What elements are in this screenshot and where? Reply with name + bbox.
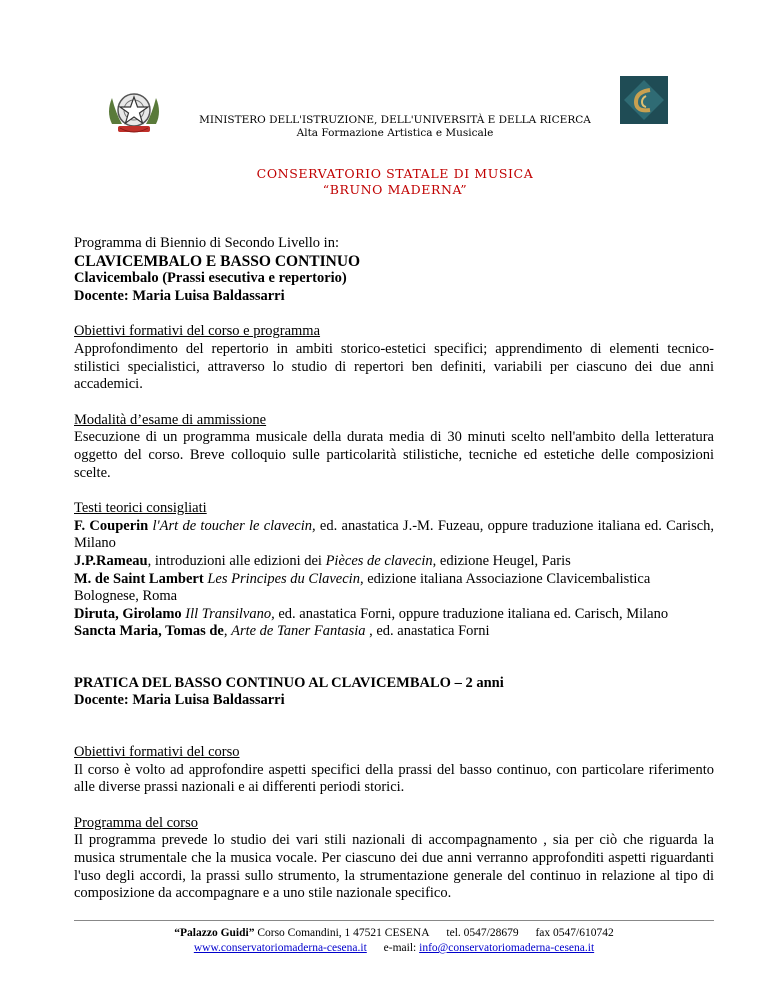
book-prefix: , introduzioni alle edizioni dei (147, 552, 326, 569)
book-details: , edizione Heugel, Paris (432, 552, 571, 569)
book-title: Les Principes du Clavecin (207, 570, 360, 587)
section-heading-objectives: Obiettivi formativi del corso e programma (74, 323, 321, 340)
conservatorio-name: CONSERVATORIO STATALE DI MUSICA (256, 166, 534, 181)
program-title: CLAVICEMBALO E BASSO CONTINUO (74, 252, 361, 270)
email-label: e-mail: (383, 942, 417, 954)
footer (74, 926, 714, 956)
book-item (74, 518, 714, 553)
footer-tel: tel. 0547/28679 (446, 927, 519, 939)
book-author: Sancta Maria, Tomas de (74, 623, 224, 640)
book-author: Diruta, Girolamo (74, 605, 182, 622)
book-title: Pièces de clavecin (325, 552, 433, 569)
section-heading-admission: Modalità d’esame di ammissione (74, 411, 267, 428)
program-intro: Programma di Biennio di Secondo Livello in: (74, 235, 339, 251)
book-author: J.P.Rameau (74, 552, 148, 569)
website-link[interactable]: www.conservatoriomaderna-cesena.it (193, 942, 367, 954)
ministry-header (160, 114, 630, 140)
section-heading-course-objectives: Obiettivi formativi del corso (74, 744, 240, 761)
book-title: Ill Transilvano, (185, 605, 275, 622)
footer-divider (74, 920, 714, 921)
book-item (74, 623, 714, 641)
section-text-objectives: Approfondimento del repertorio in ambiti storico-estetici specifici; apprendimento di elementi tecnico-stilistici specialistici, attraverso lo studio di repertori ben definiti, variabili per ciascuno dei due anni accademici. (74, 340, 714, 393)
program-subtitle: Clavicembalo (Prassi esecutiva e repertorio) (74, 270, 347, 287)
book-author: M. de Saint Lambert (74, 570, 204, 587)
footer-address-line (74, 926, 714, 941)
ministry-name: MINISTERO DELL'ISTRUZIONE, DELL'UNIVERSITÀ E DELLA RICERCA (199, 114, 591, 126)
email-link[interactable]: info@conservatoriomaderna-cesena.it (419, 942, 595, 954)
conservatorio-title (160, 166, 630, 198)
book-item (74, 553, 714, 571)
book-title: l'Art de toucher le clavecin, (152, 517, 316, 534)
section-heading-texts: Testi teorici consigliati (74, 500, 207, 517)
program-teacher: Docente: Maria Luisa Baldassarri (74, 287, 285, 304)
book-details: ed. anastatica J.-M. Fuzeau, oppure traduzione italiana ed. Carisch, Milano (74, 517, 715, 552)
book-prefix: , (223, 623, 232, 640)
section-text-course-objectives: Il corso è volto ad approfondire aspetti specifici della prassi del basso continuo, con particolare riferimento alle diverse prassi nazionali e ai differenti periodi storici. (74, 761, 714, 796)
book-author: F. Couperin (74, 517, 149, 534)
course2-teacher: Docente: Maria Luisa Baldassarri (74, 692, 285, 709)
document-content (74, 235, 714, 903)
book-item (74, 606, 714, 624)
footer-place: “Palazzo Guidi” (174, 927, 255, 939)
section-heading-course-program: Programma del corso (74, 814, 199, 831)
footer-fax: fax 0547/610742 (535, 927, 614, 939)
book-item (74, 571, 714, 606)
footer-contact-line (74, 941, 714, 956)
course2-title: PRATICA DEL BASSO CONTINUO AL CLAVICEMBALO – 2 anni (74, 674, 504, 691)
book-details: ed. anastatica Forni, oppure traduzione italiana ed. Carisch, Milano (274, 605, 669, 622)
section-text-course-program: Il programma prevede lo studio dei vari stili nazionali di accompagnamento , sia per ciò che riguarda la musica strumentale che la musica vocale. Per ciascuno dei due anni verranno approfonditi aspetti riguardanti l'uso degli accordi, la prassi sullo strumento, la strumentazione generale del continuo in relazione al tipo di composizione da accompagnare e a uno stile nazionale specifico. (74, 832, 714, 902)
section-text-admission: Esecuzione di un programma musicale della durata media di 30 minuti scelto nell'ambito della letteratura oggetto del corso. Breve colloquio sulle particolarità stilistiche, tecniche ed estetiche delle composizioni scelte. (74, 429, 714, 481)
book-title: Arte de Taner Fantasia (231, 623, 366, 640)
footer-address: Corso Comandini, 1 47521 CESENA (257, 927, 430, 939)
italian-republic-emblem-icon (104, 84, 164, 140)
book-details: , ed. anastatica Forni (365, 623, 490, 640)
book-details: , edizione italiana Associazione Clavicembalistica Bolognese, Roma (74, 570, 651, 605)
afam-label: Alta Formazione Artistica e Musicale (296, 127, 494, 139)
conservatorio-subname: “BRUNO MADERNA” (322, 182, 468, 197)
